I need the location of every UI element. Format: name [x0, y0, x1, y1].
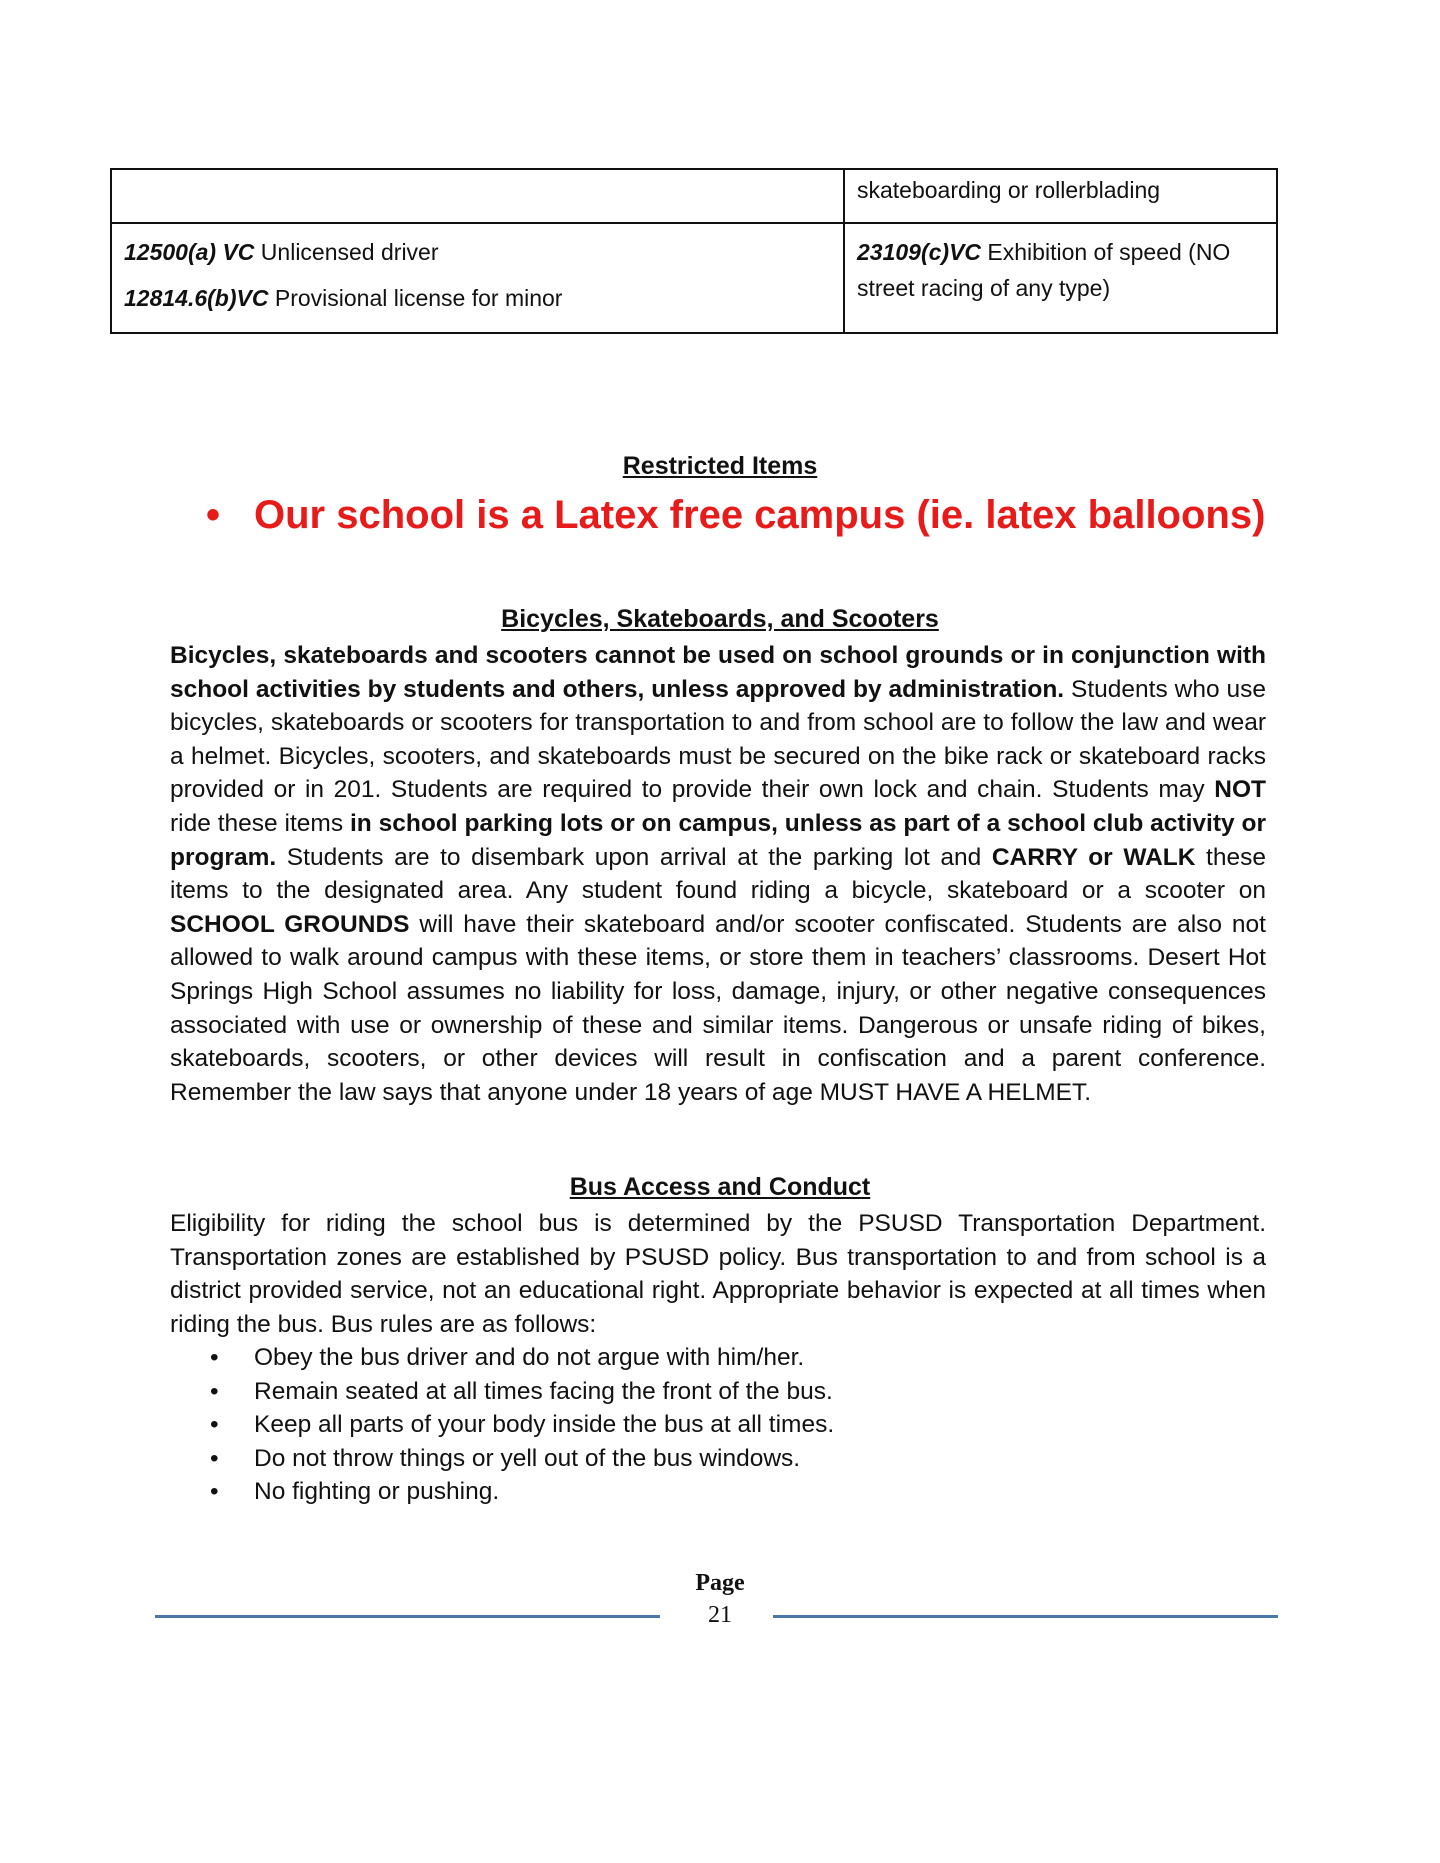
- bicycles-heading: Bicycles, Skateboards, and Scooters: [501, 605, 939, 633]
- code-number: 12814.6(b)VC: [124, 285, 269, 311]
- bullet: •: [210, 1377, 219, 1405]
- code-entry: [124, 280, 831, 316]
- rule-text: Obey the bus driver and do not argue with him/her.: [254, 1344, 805, 1371]
- table-row: [111, 223, 1277, 333]
- bold-text: CARRY or WALK: [991, 843, 1196, 871]
- code-number: 12500(a) VC: [124, 239, 255, 265]
- bold-text: NOT: [1214, 776, 1266, 804]
- rule-text: Keep all parts of your body inside the bus at all times.: [254, 1411, 835, 1439]
- latex-notice-text: Our school is a Latex free campus (ie. latex balloons): [254, 493, 1266, 537]
- vehicle-code-table: [110, 168, 1278, 334]
- page-label: Page: [695, 1570, 745, 1596]
- page-number: 21: [708, 1602, 732, 1628]
- list-item: [170, 1375, 1170, 1409]
- code-description: Exhibition of speed (NO street racing of any type): [857, 239, 1231, 301]
- code-description: Unlicensed driver: [254, 239, 439, 265]
- list-item: [170, 1341, 1170, 1375]
- code-number: 23109(c)VC: [857, 239, 982, 265]
- body-text: ride these items: [170, 809, 350, 837]
- bullet: •: [210, 1411, 219, 1439]
- list-item: [170, 1442, 1170, 1476]
- footer-rule-right: [773, 1615, 1278, 1618]
- bold-text: Bicycles, skateboards and scooters cannot be used on school grounds or in conjunction with school activities by students and others, unless approved by administration.: [170, 642, 1266, 703]
- bullet: •: [210, 1478, 219, 1506]
- table-cell: [844, 223, 1277, 333]
- body-text: Students who use bicycles, skateboards or scooters for transportation to and from school are to follow the law and wear a helmet. Bicycles, scooters, and skateboards must be secured on the bike rack or skateboard racks provided or in 201. Students are required to provide their own lock and chain. Students may: [170, 675, 1267, 804]
- bus-heading: Bus Access and Conduct: [569, 1173, 871, 1201]
- body-text: will have their skateboard and/or scooter confiscated. Students are also not allowed to walk around campus with these items, or store them in teachers’ classrooms. Desert Hot Springs High School assumes no liability for loss, damage, injury, or other negative consequences associated with use or ownership of these and similar items. Dangerous or unsafe riding of bikes, skateboards, scooters, or other devices will result in confiscation and a parent conference. Remember the law says that anyone under 18 years of age MUST HAVE A HELMET.: [170, 910, 1266, 1106]
- list-item: [170, 1475, 1170, 1509]
- bold-text: in school parking lots or on campus, unless as part of a school club activity or program.: [170, 809, 1266, 871]
- rule-text: Remain seated at all times facing the front of the bus.: [254, 1377, 833, 1405]
- bold-text: SCHOOL GROUNDS: [170, 910, 410, 938]
- bullet: •: [206, 493, 221, 537]
- list-item: [170, 1408, 1170, 1442]
- table-cell: skateboarding or rollerblading: [844, 169, 1277, 223]
- table-row: [111, 169, 1277, 223]
- table-cell: [111, 223, 844, 333]
- footer-rule-left: [155, 1615, 660, 1618]
- body-text: Students are to disembark upon arrival at the parking lot and: [276, 843, 992, 871]
- body-text: these items to the designated area. Any student found riding a bicycle, skateboard or a scooter on: [170, 843, 1266, 905]
- bullet: •: [210, 1344, 219, 1371]
- table-cell-empty: [111, 169, 844, 223]
- code-entry: [124, 234, 831, 270]
- rule-text: No fighting or pushing.: [254, 1478, 500, 1506]
- rule-text: Do not throw things or yell out of the bus windows.: [254, 1444, 801, 1472]
- bullet: •: [210, 1444, 219, 1472]
- bicycles-paragraph: [170, 639, 1266, 1109]
- latex-free-notice: [206, 490, 1306, 540]
- bus-rules-list: [170, 1341, 1170, 1509]
- code-description: Provisional license for minor: [268, 285, 563, 311]
- restricted-items-heading: Restricted Items: [622, 452, 818, 480]
- bus-paragraph: Eligibility for riding the school bus is determined by the PSUSD Transportation Department. Transportation zones are established by PSUSD policy. Bus transportation to and from school is a district provided service, not an educational right. Appropriate behavior is expected at all times when riding the bus. Bus rules are as follows:: [170, 1210, 1266, 1338]
